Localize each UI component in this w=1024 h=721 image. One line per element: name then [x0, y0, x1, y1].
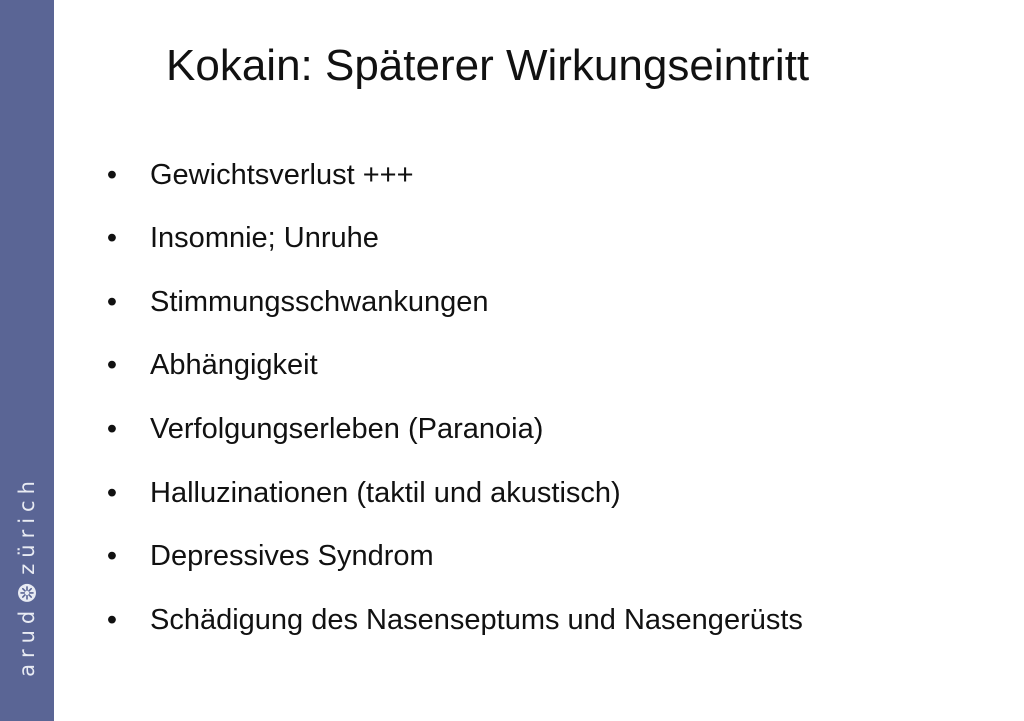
bullet-icon: • [106, 222, 118, 254]
brand-text-zurich: zürich [15, 475, 39, 575]
brand-logo [15, 475, 39, 677]
bullet-text: Depressives Syndrom [150, 540, 434, 572]
asterisk-flower-icon [17, 583, 37, 603]
bullet-text: Verfolgungserleben (Paranoia) [150, 413, 544, 445]
bullet-icon: • [106, 349, 118, 381]
brand-sidebar [0, 0, 54, 721]
bullet-icon: • [106, 159, 118, 191]
bullet-icon: • [106, 413, 118, 445]
bullet-text: Gewichtsverlust +++ [150, 159, 414, 191]
brand-text-arud: arud [15, 604, 39, 677]
bullet-icon: • [106, 604, 118, 636]
slide-title: Kokain: Späterer Wirkungseintritt [166, 41, 810, 90]
bullet-icon: • [106, 286, 118, 318]
bullet-text: Schädigung des Nasenseptums und Nasengerüsts [150, 604, 803, 636]
bullet-text: Abhängigkeit [150, 349, 318, 381]
bullet-text: Stimmungsschwankungen [150, 286, 489, 318]
bullet-icon: • [106, 540, 118, 572]
bullet-text: Insomnie; Unruhe [150, 222, 379, 254]
bullet-text: Halluzinationen (taktil und akustisch) [150, 477, 621, 509]
bullet-icon: • [106, 477, 118, 509]
